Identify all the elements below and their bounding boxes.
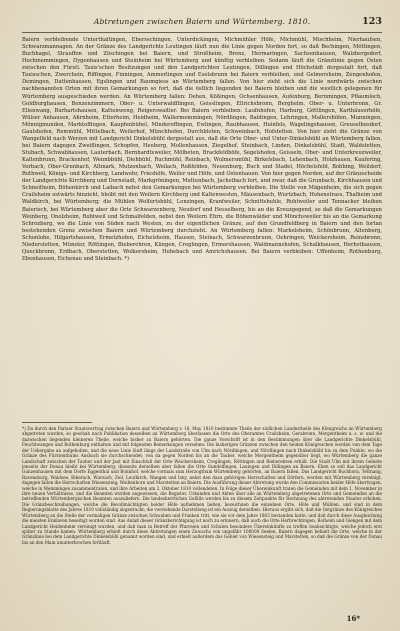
footnote-rule: [22, 422, 92, 423]
running-header: [22, 16, 382, 33]
footnote: *) Da durch den Pariser Staatsvertrag zwischen Baiern und Würtemberg v. 18. May 1810 bestimmte Theile der südlichen Landestheile des Königreichs an Würtemberg abgetreten wurden, so geschah nach Publikation desselben an Würtemberg überlassen die Orte des Oberamtes Crailsheim, Gerabronn, Mergentheim u. s. w. und die dazwischen liegenden kleineren Theile, welche bisher zu Baiern gehörten. Die ganze Vorschrift ist in den Bestimmungen über die Landgerichte Dinkelsbühl, Feuchtwangen und Rothenburg enthalten und mit folgenden Bemerkungen versehen: Die bisherigen Gränzen zwischen den beiden Königreichen werden von dem Tage der Uebergabe an aufgehoben, und die neue Linie läuft längs der Landstraße von Ulm nach Nördlingen, und Nördlingen nach Dinkelsbühl bis zu dem Punkte, wo die Gränze des Fürstenthums Ansbach sie durchschneidet; von da gegen Norden bis an die Tauber, welche Mergentheim gegenüber liegt, wo Würtemberg die ganze Landschaft zwischen der Tauber und der Jaxt mit Einschluß der Orte Weickersheim, Creglingen, Röttingen und Bieberehren erhält. Die Stadt Ulm mit ihrem Gebiete jenseits der Donau bleibt bei Würtemberg; diesseits derselben aber fallen die Orte Gundelfingen, Lauingen und Dillingen an Baiern. Eben so soll das Landgericht Gunzenhausen mit dem Dorfe Eggenthal und Bonnhof, welche vormals zum Herzogthum Würtemberg gehörten, an Baiern fallen. Das Landgericht Buchhorn, Tettnang, Ravensburg, Waldsee, Biberach, Wurzach, Zeil, Leutkirch, Wangen und Isny, nebst den dazu gehörigen Herrschaften und Dörfern, werden mit Würtemberg vereinigt, dagegen fallen die Herrschaften Wiesensteig, Weißenhorn und Marstetten an Baiern. Die Ausführung dieser Abtretung wurde den Commissarien beider Höfe übertragen, welche in Memmingen zusammentraten, und ihre Arbeiten am 2. Oktober 1810 vollendeten. In Folge dieser Übereinkunft traten die Gemeinden mit dem 1. November in ihre neuen Verhältnisse, und die Beamten wurden angewiesen, die Register, Urkunden und Akten über alle an Würtemberg abgetretenen Orte und Gemeinden an die betreffenden Würtembergischen Beamten auszuliefern. Die landesherrlichen Gefälle werden bis zu diesem Zeitpunkte für Rechnung des abtretenden Staates erhoben. Die Gränzbeschreibungen, welche die Bevollmächtigten beider Höfe aufnehmen ließen, bezeichnen die einzelnen Orte, Höfe und Mühlen, und sind in dem Regierungsblatte des Jahres 1810 vollständig abgedruckt; die vorstehende Darstellung ist ein Auszug derselben. Hieraus ergibt sich, daß die Ostgränze des Königreiches Würtemberg an die Stelle der vormaligen Gränze zwischen Schwaben und Franken tritt, wie sie vor dem Jahre 1803 bestanden hatte, und daß durch diese Ausgleichung die meisten Enklaven beseitigt worden sind. Aus Anlaß dieser Gränzberichtigung ist noch zu erinnern, daß auch die Orte Herbrechtingen, Bolheim und Giengen mit dem Landgericht Heidenheim vereinigt wurden, und daß man in Betreff der Pfarreien und Schulen besondere Übereinkünfte zu treffen beabsichtigte, welche jedoch erst später zu Stande kamen. Würtemberg erhielt durch diese Abtretungen einen Zuwachs von ungefähr 160000 Seelen, Baiern dagegen behielt die Orte, welche in der Gränzlinie bei dem Landgerichte Dinkelsbühl genannt worden sind, und erhielt außerdem das Gebiet von Wiesensteig und Marstetten, so daß die Gränze von der Donau bis an den Main ununterbrochen fortläuft.: [22, 426, 382, 545]
main-text: Baiern verbleibende Unterthaltingen, Ebersschingen, Unterdickingen, Michmühler Höfe, Michmühl, Mischheim, Nierhaufsen, Schwarzmannagen. An der Gränze des Landgerichts Leutingen läuft nun die Linie gegen Norden fort, so daß Bechingen, Möttingen, Buchhagel, Strauffen und Zöschingen bei Baiern, und Stroßheim, Brenz, Hermaringen, Sachsenhausen, Walzbergsdorf, Hochmemmingen, Dygenhausen und Steinheim bei Würtemberg und künftig verbleiben. Sodann läuft die Gränzlinie gegen Osten zwischen den Fürstl. Taxis'schen Besitzungen und den Landgerichten Leutingen, Dillingen und Höchstädt dergestalt fort, daß Taxisschen, Zwerchein, Riffingen, Finningen, Ammerlingen und Eselsbrunn bei Baiern verbleiben, und Gelmersheim, Zengenhofen, Demingen, Dattenhausen, Egslingen und Baumgiess an Würtemberg fallen. Von hier zieht sich die Linie nordwärts zwischen nachbenannten Orten mit ihren Gemarkungen so fort, daß die östlich liegenden bei Baiern bleiben und die westlich gelegenen für Würtemberg ausgeschieden werden. An Würtemberg fallen: Dehen, Kößingen, Ochsenhausen, Aufenburg, Bernmingen, Pflaumloch, Goldburghausen, Benzenzimmern, Ober- u. Unterwaldflingen, Geisslingen, Ellrichsbronn, Berghelm, Ober- u. Unterbronn, Gr. Ellenwang, Burhartshausen, Kattenweng, Reigerswaitler. Bei Baiern verbleiben: Laufnhofen, Harburg, Göttlingen, Karthäuserhöfe, Wülser Anhausen, Ahrnheim, Etterheim, Heidheim, Wallermemmingen, Nördlingen, Baldingen, Lehringen, Mallershöfen, Munningen, Mönnigmunden, Marktoffingen, Kaupfenbühel, Minderoffingen, Ewlingen, Raubhausen, Heinfels, Wagelingshausen, Greuselbusdorf, Gaulshofen, Remmühl, Mittelbach, Weilerhof, Münchhofen, Durchbloten, Schweinbach, Hofstetten. Von hier zieht die Gränze von Wangelfeld nach Werzen mit Landgericht Dinkelsbühl dergestalt aus, daß die Orte Ober- und Unter-Dinkelsbühl an Würtemberg fallen, bei Baiern dagegen Zweiflingen, Schopfen, Heuberg, Mollenhausen, Ziegelhof, Steinbach, Linden, Dinkelsbühl, Stadt, Waldstetten, Stubach, Schwabhausen, Lauterbach, Bernhardtsweiler, Mölbeten, Brackfeldhöfe, Segelshofen, Geisseln, Ober- und Unterkreuzweiler, Kaltenbrunn, Brackenhof, Wennbbühl, Diehbühl, Ruchmühl, Reinbach, Wulmersmühl, Birkelsbach, Lehenbach, Holzhauen, Kaufering, Vorbach, Ober-Grunbach, Altmark, Mutzenbach, Weilach, Roßfelden, Neuenburg, Buch und Stadel, Höchelsfeld, Bobbing, Weildorf, Rothweil, Königs- und Kirchberg, Landwehr, Frieshöfe, Weiler und Höfe, und Ostenhauen. Von hier gegen Norden, auf der Gränzscheide der Landgerichte Kirchberg und Dornstadt, Markgröningen, Muttenbach, Jachstbach fort, und zwar, daß die Grunbach, Kirchhausen und Schneitheim, Böhenkirch und Laibach nebst den Gemarkungen bei Würtemberg verbleiben. Die Stelle von Mägenheim, die sich gegen Crailsheim ostwärts hinzieht, bleibt mit den Weilern Kirchberg und Kaltenwesten, Mäusenbach, Wurtzbach, Hohenstrass, Thalheim und Waldkirch, bei Würtemberg; die Mühlen Wolfertsbühl, Lenzingen, Kranfweiler, Schnittsbuhle, Rohtweiler und Tennacker bleiben Baierisch, bei Würtemberg aber die Orte Schwarzenberg, Neudorf und Hesselberg, bis an die Kreuzgegend, so daß die Gemarkungen Weinberg, Onolzheim, Rohtweil und Schmalfelden, nebst den Weilern Ehrn, die Böhenwälder und Mönchsweiler bis an die Gemarkung Schrozberg, wo die Linie von Süden nach Westen, zu der eigentlichen Gränze, auf den Grundfeldberg in Baiern und den fortan bestehenden Grenz zwischen Baiern und Würtemberg durchzieht. An Würtemberg fallen: Markelsheim, Schönbrunn, Altenberg, Schonlohe, Hilgartshausen, Ermetzhofen, Eichelsheim, Hausen, Steinach, Schwarzenbrunn, Oehringen, Weickersheim, Reinsbronn, Niederstetten, Münster, Röttingen, Bieberehren, Klingen, Creglingen, Ermershausen, Waldmannshofen, Schalkhausen, Herbsthausen, Queckbronn, Erdbach, Oberstetten, Wolkersheim, Hohebach und Amrichshausen. Bei Baiern verbleiben: Uffenheim, Rothenburg, Ebenhausen, Eichenau und Steinbach. *): [22, 37, 382, 262]
printer-signature: 16*: [346, 614, 360, 623]
running-title: Abtretungen zwischen Baiern und Würtemberg. 1810.: [93, 17, 311, 26]
page-number: 123: [362, 16, 382, 27]
